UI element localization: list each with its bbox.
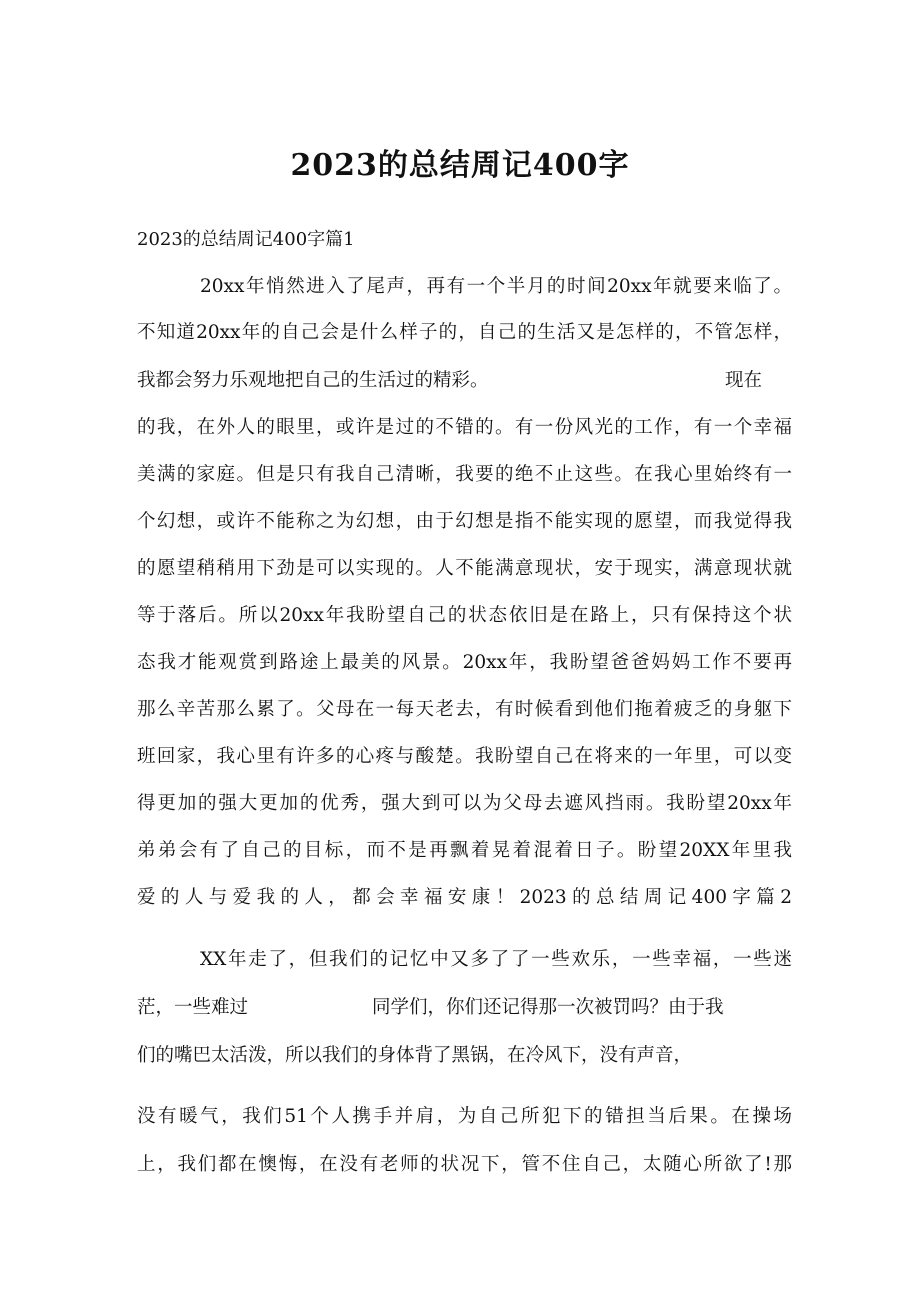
paragraph-line: 爱的人与爱我的人，都会幸福安康！2023的总结周记400字篇2	[137, 887, 792, 908]
paragraph-line: 20xx年悄然进入了尾声，再有一个半月的时间20xx年就要来临了。	[200, 276, 792, 297]
paragraph-line: 没有暖气，我们51个人携手并肩，为自己所犯下的错担当后果。在操场	[137, 1106, 792, 1127]
document-title: 2023的总结周记400字	[290, 148, 630, 183]
paragraph-line: XX年走了，但我们的记忆中又多了了一些欢乐，一些幸福，一些迷	[200, 949, 792, 970]
paragraph-line-fragment: 同学们，你们还记得那一次被罚吗？由于我	[372, 997, 724, 1018]
section-heading-1: 2023的总结周记400字篇1	[137, 229, 355, 250]
paragraph-line: 们的嘴巴太活泼，所以我们的身体背了黑锅，在冷风下，没有声音，	[137, 1045, 693, 1066]
paragraph-line: 美满的家庭。但是只有我自己清晰，我要的绝不止这些。在我心里始终有一	[137, 464, 792, 485]
paragraph-line: 不知道20xx年的自己会是什么样子的，自己的生活又是怎样的，不管怎样，	[137, 322, 792, 343]
paragraph-line: 的愿望稍稍用下劲是可以实现的。人不能满意现状，安于现实，满意现状就	[137, 558, 792, 579]
paragraph-line: 弟弟会有了自己的目标，而不是再飘着晃着混着日子。盼望20XX年里我	[137, 840, 792, 861]
paragraph-line: 个幻想，或许不能称之为幻想，由于幻想是指不能实现的愿望，而我觉得我	[137, 511, 792, 532]
paragraph-line: 茫，一些难过	[137, 997, 249, 1018]
paragraph-line: 班回家，我心里有许多的心疼与酸楚。我盼望自己在将来的一年里，可以变	[137, 746, 792, 767]
paragraph-line: 我都会努力乐观地把自己的生活过的精彩。	[137, 370, 489, 391]
paragraph-line: 的我，在外人的眼里，或许是过的不错的。有一份风光的工作，有一个幸福	[137, 417, 792, 438]
paragraph-line: 态我才能观赏到路途上最美的风景。20xx年，我盼望爸爸妈妈工作不要再	[137, 652, 792, 673]
paragraph-line: 等于落后。所以20xx年我盼望自己的状态依旧是在路上，只有保持这个状	[137, 605, 792, 626]
paragraph-line: 那么辛苦那么累了。父母在一每天老去，有时候看到他们拖着疲乏的身躯下	[137, 699, 792, 720]
paragraph-line: 得更加的强大更加的优秀，强大到可以为父母去遮风挡雨。我盼望20xx年	[137, 793, 792, 814]
paragraph-line: 上，我们都在懊悔，在没有老师的状况下，管不住自己，太随心所欲了!那	[137, 1154, 792, 1175]
paragraph-line-fragment: 现在	[725, 370, 763, 391]
